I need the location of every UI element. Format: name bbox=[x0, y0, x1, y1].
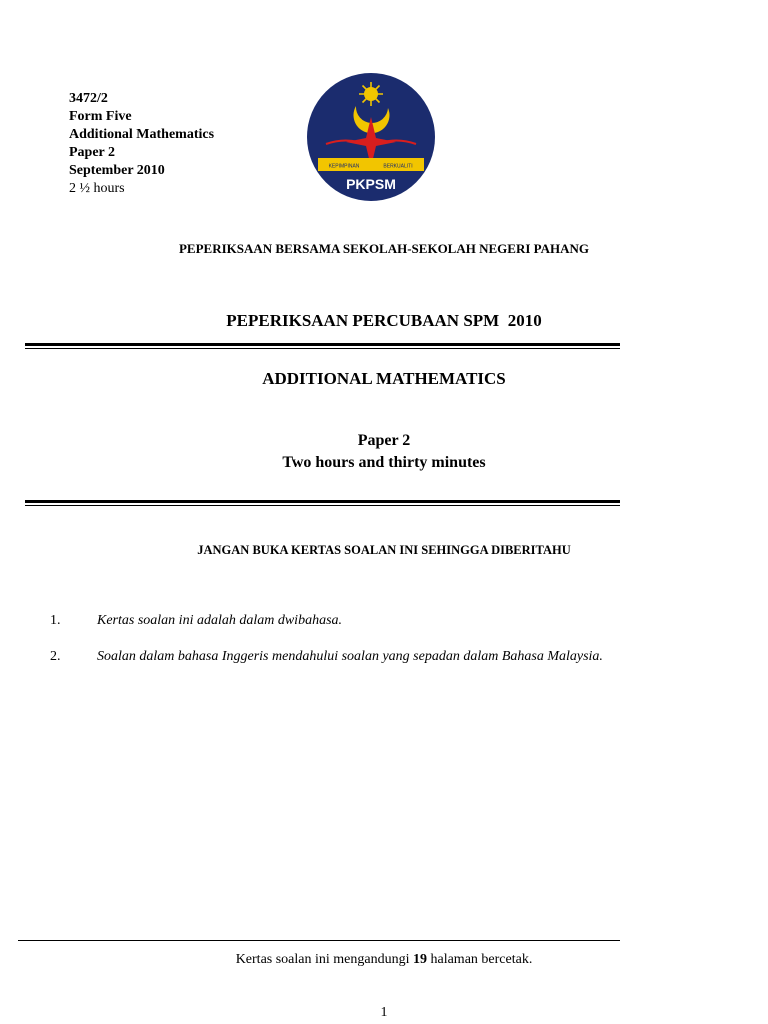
footer-pre: Kertas soalan ini mengandungi bbox=[235, 952, 413, 967]
pkpsm-logo bbox=[306, 72, 436, 202]
footer-post: halaman bercetak. bbox=[426, 952, 533, 967]
instruction-number: 2. bbox=[50, 649, 61, 664]
subject-title: ADDITIONAL MATHEMATICS bbox=[262, 369, 506, 388]
paper-number: Paper 2 bbox=[69, 145, 116, 160]
logo-text: PKPSM bbox=[346, 176, 396, 192]
exam-title: PEPERIKSAAN PERCUBAAN SPM 2010 bbox=[226, 311, 542, 330]
banner-left-text: KEPIMPINAN bbox=[328, 163, 360, 170]
instruction-text: Soalan dalam bahasa Inggeris mendahului soalan yang sepadan dalam Bahasa Malaysia. bbox=[97, 649, 603, 664]
exam-date: September 2010 bbox=[69, 163, 165, 178]
subject-name: Additional Mathematics bbox=[69, 127, 215, 142]
footer-note bbox=[0, 952, 768, 968]
instruction-text: Kertas soalan ini adalah dalam dwibahasa. bbox=[97, 613, 343, 628]
paper-code: 3472/2 bbox=[69, 91, 108, 106]
page-number: 1 bbox=[380, 1005, 388, 1020]
page-count: 19 bbox=[412, 952, 427, 967]
form-level: Form Five bbox=[69, 109, 132, 124]
divider-top-thick bbox=[25, 343, 620, 346]
divider-bottom-thick bbox=[25, 500, 620, 503]
school-line: PEPERIKSAAN BERSAMA SEKOLAH-SEKOLAH NEGERI PAHANG bbox=[178, 241, 590, 256]
paper-title: Paper 2 bbox=[357, 432, 411, 449]
divider-bottom-thin bbox=[25, 505, 620, 506]
sun-icon bbox=[359, 82, 383, 106]
banner-right-text: BERKUALITI bbox=[383, 163, 413, 170]
footer-divider bbox=[18, 940, 620, 941]
duration: Two hours and thirty minutes bbox=[282, 454, 486, 471]
warning-text: JANGAN BUKA KERTAS SOALAN INI SEHINGGA DIBERITAHU bbox=[197, 543, 571, 557]
exam-hours: 2 ½ hours bbox=[69, 181, 125, 196]
header-info bbox=[69, 90, 214, 198]
divider-top-thin bbox=[25, 348, 620, 349]
instruction-number: 1. bbox=[50, 613, 61, 628]
